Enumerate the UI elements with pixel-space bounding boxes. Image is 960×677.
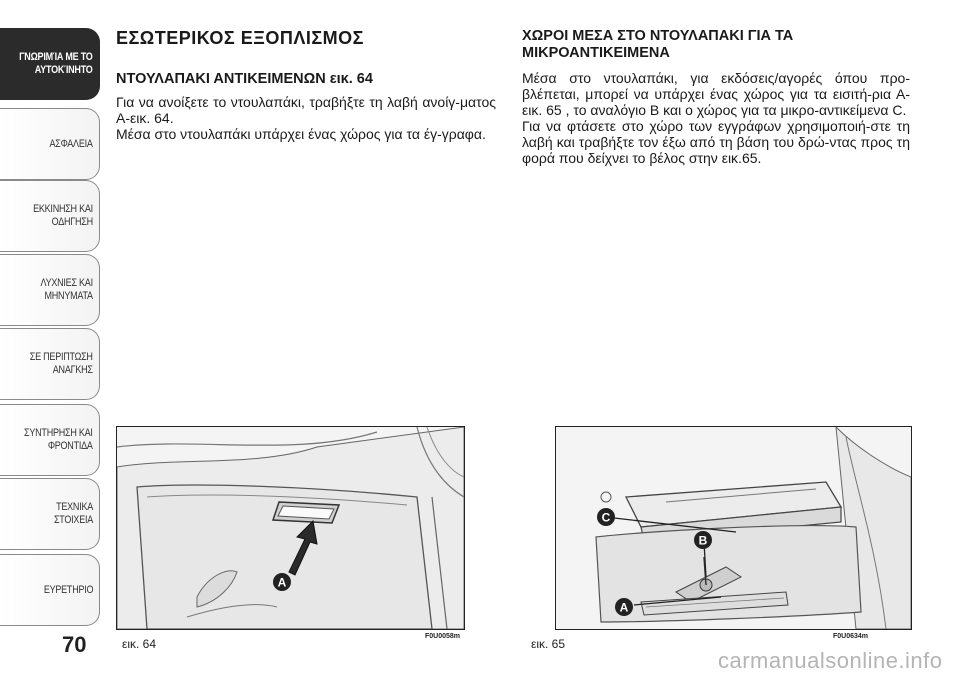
tab-label: ΕΥΡΕΤΗΡΙΟ <box>43 583 93 596</box>
tab-maintenance[interactable] <box>0 404 100 476</box>
glovebox-paragraph-1: Για να ανοίξετε το ντουλαπάκι, τραβήξτε τη λαβή ανοίγ-ματος Α-εικ. 64. <box>116 94 496 126</box>
glovebox-section-title: ΝΤΟΥΛΑΠΑΚΙ ΑΝΤΙΚΕΙΜΕΝΩΝ εικ. 64 <box>116 71 373 87</box>
figure-64-caption: εικ. 64 <box>122 637 157 651</box>
compartments-paragraph-2: Για να φτάσετε στο χώρο των εγγράφων χρησιμοποιή-στε τη λαβή και τραβήξτε τον έξω από τη βάση του δρώ-ντας προς τη φορά που δείχνει το βέλος στην εικ.65. <box>522 118 910 166</box>
tab-index[interactable] <box>0 554 100 626</box>
callout-a-label: A <box>619 600 629 615</box>
tab-label: ΤΕΧΝΙΚΑ ΣΤΟΙΧΕΙΑ <box>53 501 93 526</box>
figure-65-glovebox-compartments <box>555 426 912 630</box>
callout-a-label: A <box>277 575 287 590</box>
left-column <box>116 28 496 142</box>
tab-getting-to-know-car[interactable] <box>0 28 100 100</box>
callout-c <box>597 508 615 526</box>
tab-label: ΣΥΝΤΗΡΗΣΗ ΚΑΙ ΦΡΟΝΤΙΔΑ <box>24 427 93 452</box>
figure-65-caption: εικ. 65 <box>531 637 566 651</box>
glovebox-handle-illustration <box>117 427 464 629</box>
glovebox-paragraph-2: Μέσα στο ντουλαπάκι υπάρχει ένας χώρος για τα έγ-γραφα. <box>116 126 486 142</box>
tab-label: ΛΥΧΝΙΕΣ ΚΑΙ ΜΗΝΥΜΑΤΑ <box>40 277 93 302</box>
callout-a <box>273 573 291 591</box>
callout-a <box>615 598 633 616</box>
tab-technical-data[interactable] <box>0 478 100 550</box>
page-title: ΕΣΩΤΕΡΙΚΟΣ ΕΞΟΠΛΙΣΜΟΣ <box>116 28 364 48</box>
page-number: 70 <box>62 632 87 657</box>
tab-emergency[interactable] <box>0 328 100 400</box>
tab-label: ΑΣΦΑΛΕΙΑ <box>49 137 93 150</box>
tab-warning-lights[interactable] <box>0 254 100 326</box>
tab-starting-driving[interactable] <box>0 180 100 252</box>
tab-safety[interactable] <box>0 108 100 180</box>
compartments-paragraph-1: Μέσα στο ντουλαπάκι, για εκδόσεις/αγορές όπου προ-βλέπεται, μπορεί να υπάρχει ένας χώρος για τα εισιτή-ρια Α-εικ. 65 , το αναλόγιο B και ο χώρος για τα μικρο-αντικείμενα C. <box>522 70 910 118</box>
right-column <box>522 28 910 166</box>
callout-b-label: B <box>698 533 708 548</box>
figure-65-code: F0U0634m <box>833 633 869 640</box>
tab-label: ΓΝΩΡΙΜΊΑ ΜΕ ΤΟ ΑΥΤΟΚΊΝΗΤΟ <box>19 51 93 76</box>
callout-b <box>694 531 712 549</box>
glovebox-compartments-illustration <box>556 427 911 629</box>
compartments-section-title: ΧΩΡΟΙ ΜΕΣΑ ΣΤΟ ΝΤΟΥΛΑΠΑΚΙ ΓΙΑ ΤΑ ΜΙΚΡΟΑΝΤΙΚΕΙΜΕΝΑ <box>522 28 794 61</box>
site-watermark: carmanualsonline.info <box>718 648 943 673</box>
figure-64-code: F0U0058m <box>425 633 461 640</box>
callout-c-label: C <box>601 510 611 525</box>
figure-64-glovebox-handle <box>116 426 465 630</box>
tab-label: ΕΚΚΙΝΗΣΗ ΚΑΙ ΟΔΗΓΗΣΗ <box>33 203 93 228</box>
tab-label: ΣΕ ΠΕΡΙΠΤΩΣΗ ΑΝΑΓΚΗΣ <box>30 351 93 376</box>
